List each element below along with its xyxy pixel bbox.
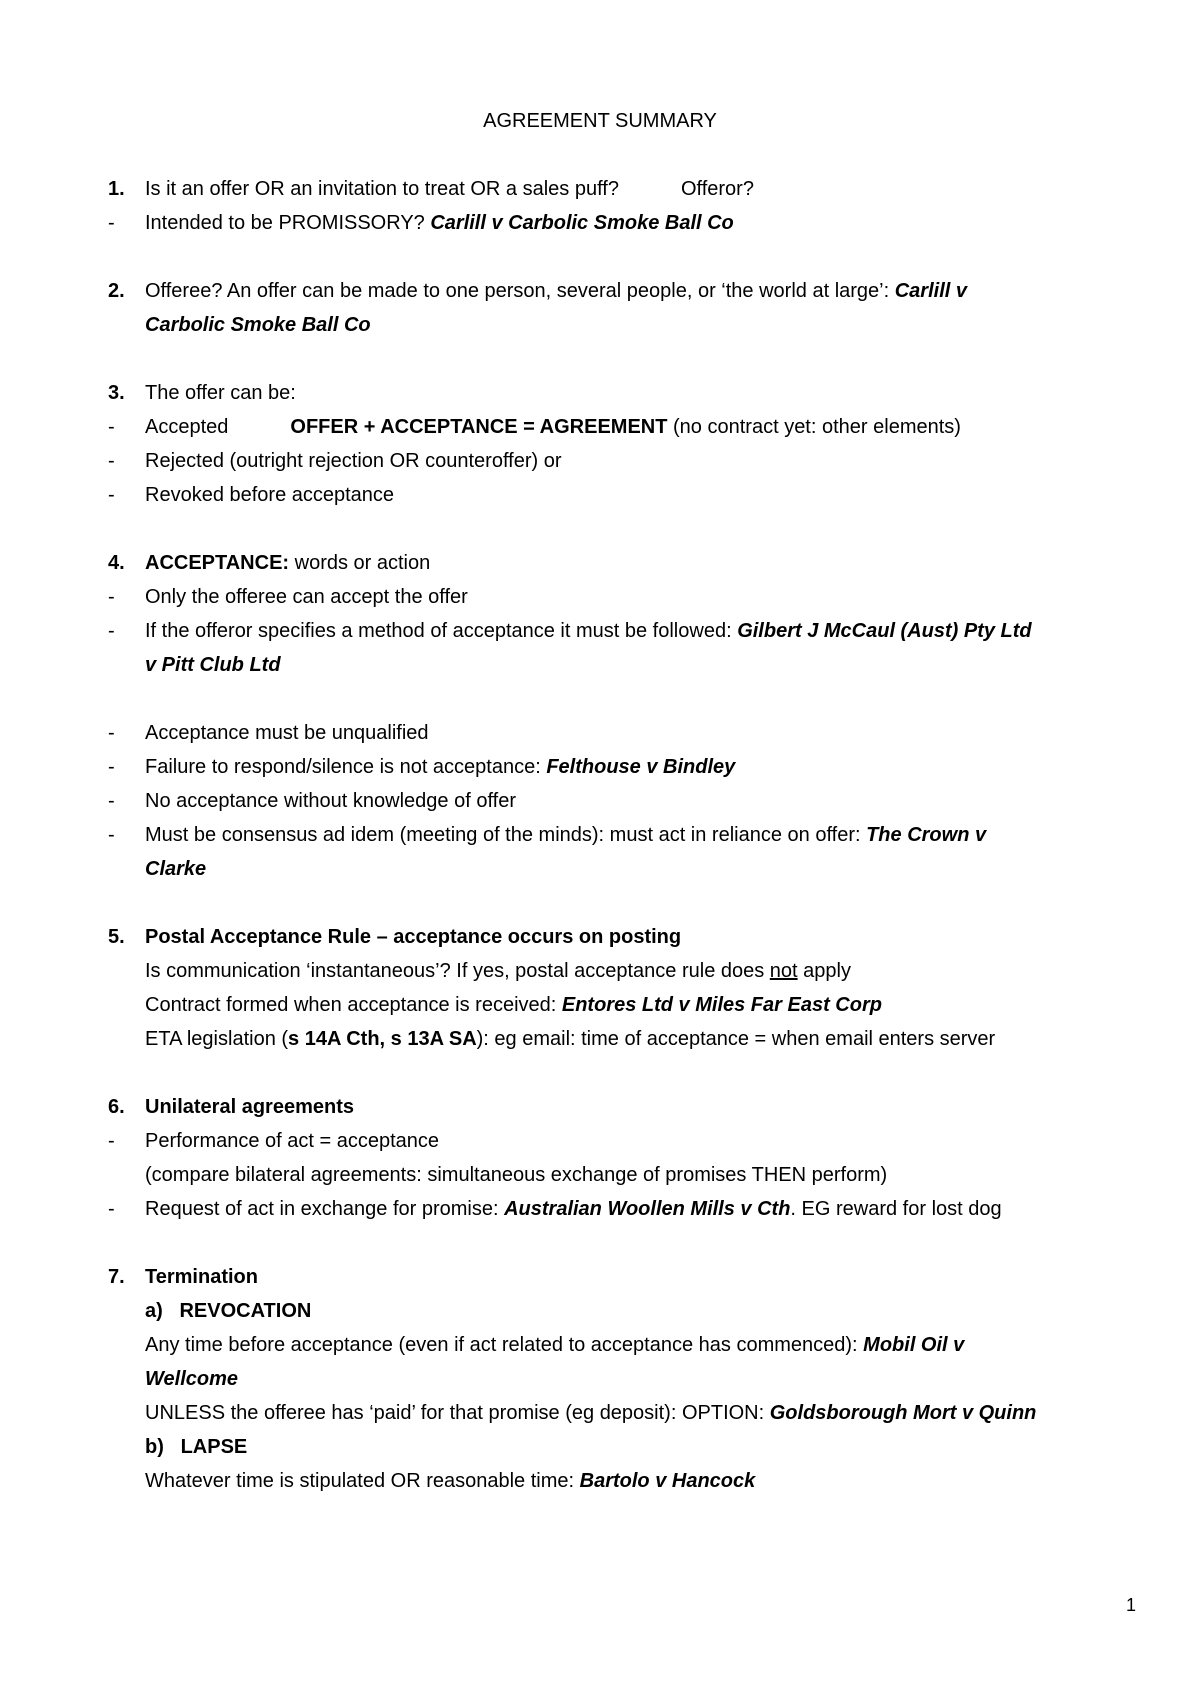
bullet	[108, 750, 1138, 784]
item-text: Whatever time is stipulated OR reasonable time:	[145, 1470, 580, 1492]
bullet	[108, 818, 1138, 852]
item-3	[108, 376, 1138, 410]
item-line	[108, 1328, 1138, 1362]
item-4	[108, 546, 1138, 580]
item-heading: Termination	[145, 1266, 258, 1288]
bullet-continued	[108, 1158, 1138, 1192]
separator: ,	[379, 1028, 391, 1050]
case-citation: Mobil Oil v	[863, 1334, 965, 1356]
bullet-text: . EG reward for lost dog	[790, 1198, 1002, 1220]
sub-item-b	[108, 1430, 1138, 1464]
case-citation: Clarke	[145, 858, 207, 880]
item-2	[108, 274, 1138, 308]
item-number: 5.	[108, 926, 125, 948]
bullet-dash: -	[108, 484, 115, 506]
bullet	[108, 716, 1138, 750]
item-line	[108, 1396, 1138, 1430]
bullet	[108, 206, 1138, 240]
item-text: Any time before acceptance (even if act related to acceptance has commenced):	[145, 1334, 864, 1356]
item-text: Is it an offer OR an invitation to treat OR a sales puff?	[145, 178, 619, 200]
underlined-text: not	[769, 960, 798, 982]
bullet-dash: -	[108, 756, 115, 778]
bullet-note: (no contract yet: other elements)	[667, 416, 961, 438]
bullet-continued	[108, 852, 1138, 886]
bullet-dash: -	[108, 212, 115, 234]
bullet	[108, 478, 1138, 512]
item-text: Contract formed when acceptance is received:	[145, 994, 562, 1016]
item-heading: Unilateral agreements	[145, 1096, 354, 1118]
case-citation: Carbolic Smoke Ball Co	[145, 314, 371, 336]
bullet-dash: -	[108, 450, 115, 472]
bullet	[108, 614, 1138, 648]
bullet	[108, 1192, 1138, 1226]
item-line	[108, 1022, 1138, 1056]
case-citation: v Pitt Club Ltd	[145, 654, 281, 676]
item-number: 7.	[108, 1266, 125, 1288]
bullet-text: Revoked before acceptance	[145, 484, 395, 506]
bullet-text: Request of act in exchange for promise:	[145, 1198, 505, 1220]
bullet-text: Intended to be PROMISSORY?	[145, 212, 431, 234]
summary-content	[108, 172, 1138, 1498]
case-citation: Wellcome	[145, 1368, 238, 1390]
case-citation: The Crown v	[866, 824, 987, 846]
sub-item-heading: LAPSE	[180, 1436, 248, 1458]
item-7	[108, 1260, 1138, 1294]
item-number: 1.	[108, 178, 125, 200]
item-heading: ACCEPTANCE:	[145, 552, 290, 574]
bullet-dash: -	[108, 790, 115, 812]
item-line	[108, 1464, 1138, 1498]
item-text: The offer can be:	[145, 382, 296, 404]
item-text: Offeree? An offer can be made to one person, several people, or ‘the world at large’:	[145, 280, 895, 302]
case-citation: Bartolo v Hancock	[579, 1470, 756, 1492]
item-text: ): eg email: time of acceptance = when email enters server	[476, 1028, 996, 1050]
bullet-dash: -	[108, 620, 115, 642]
item-text: ETA legislation (	[145, 1028, 289, 1050]
item-1	[108, 172, 1138, 206]
bullet-text: No acceptance without knowledge of offer	[145, 790, 516, 812]
bullet	[108, 1124, 1138, 1158]
bullet	[108, 580, 1138, 614]
item-line	[108, 988, 1138, 1022]
page-number: 1	[1126, 1595, 1137, 1615]
item-5	[108, 920, 1138, 954]
bullet	[108, 784, 1138, 818]
sub-item-heading: REVOCATION	[179, 1300, 312, 1322]
bullet-dash: -	[108, 416, 115, 438]
item-6	[108, 1090, 1138, 1124]
case-citation: Gilbert J McCaul (Aust) Pty Ltd	[737, 620, 1032, 642]
sub-item-label: b)	[145, 1436, 164, 1458]
bullet-text: (compare bilateral agreements: simultaneous exchange of promises THEN perform)	[145, 1164, 888, 1186]
item-text: words or action	[289, 552, 431, 574]
page-title: AGREEMENT SUMMARY	[483, 110, 717, 132]
formula-text: OFFER + ACCEPTANCE = AGREEMENT	[290, 416, 668, 438]
sub-item-label: a)	[145, 1300, 163, 1322]
bullet-dash: -	[108, 586, 115, 608]
item-number: 2.	[108, 280, 125, 302]
case-citation: Carlill v	[894, 280, 967, 302]
bullet-continued	[108, 648, 1138, 682]
case-citation: Carlill v Carbolic Smoke Ball Co	[430, 212, 734, 234]
bullet-dash: -	[108, 1130, 115, 1152]
case-citation: Felthouse v Bindley	[546, 756, 736, 778]
item-number: 6.	[108, 1096, 125, 1118]
bullet-dash: -	[108, 1198, 115, 1220]
item-line	[108, 954, 1138, 988]
bullet-text: Performance of act = acceptance	[145, 1130, 440, 1152]
bullet-text: Only the offeree can accept the offer	[145, 586, 468, 608]
bullet-dash: -	[108, 722, 115, 744]
bullet	[108, 444, 1138, 478]
item-text: UNLESS the offeree has ‘paid’ for that promise (eg deposit): OPTION:	[145, 1402, 770, 1424]
item-text: apply	[797, 960, 851, 982]
bullet-dash: -	[108, 824, 115, 846]
item-heading: Postal Acceptance Rule – acceptance occurs on posting	[145, 926, 682, 948]
case-citation: Australian Woollen Mills v Cth	[504, 1198, 791, 1220]
bullet-text: If the offeror specifies a method of acceptance it must be followed:	[145, 620, 738, 642]
bullet-text: Must be consensus ad idem (meeting of the minds): must act in reliance on offer:	[145, 824, 867, 846]
item-number: 4.	[108, 552, 125, 574]
bullet	[108, 410, 1138, 444]
item-2-continued	[108, 308, 1138, 342]
case-citation: Goldsborough Mort v Quinn	[769, 1402, 1037, 1424]
bullet-text: Rejected (outright rejection OR counteroffer) or	[145, 450, 562, 472]
item-number: 3.	[108, 382, 125, 404]
section-ref: s 13A SA	[390, 1028, 477, 1050]
sub-item-a	[108, 1294, 1138, 1328]
bullet-text: Acceptance must be unqualified	[145, 722, 429, 744]
bullet-text: Accepted	[145, 416, 229, 438]
offeror-text: Offeror?	[680, 178, 754, 200]
bullet-text: Failure to respond/silence is not acceptance:	[145, 756, 547, 778]
section-ref: s 14A Cth	[288, 1028, 380, 1050]
item-line	[108, 1362, 1138, 1396]
case-citation: Entores Ltd v Miles Far East Corp	[561, 994, 882, 1016]
item-text: Is communication ‘instantaneous’? If yes, postal acceptance rule does	[145, 960, 770, 982]
